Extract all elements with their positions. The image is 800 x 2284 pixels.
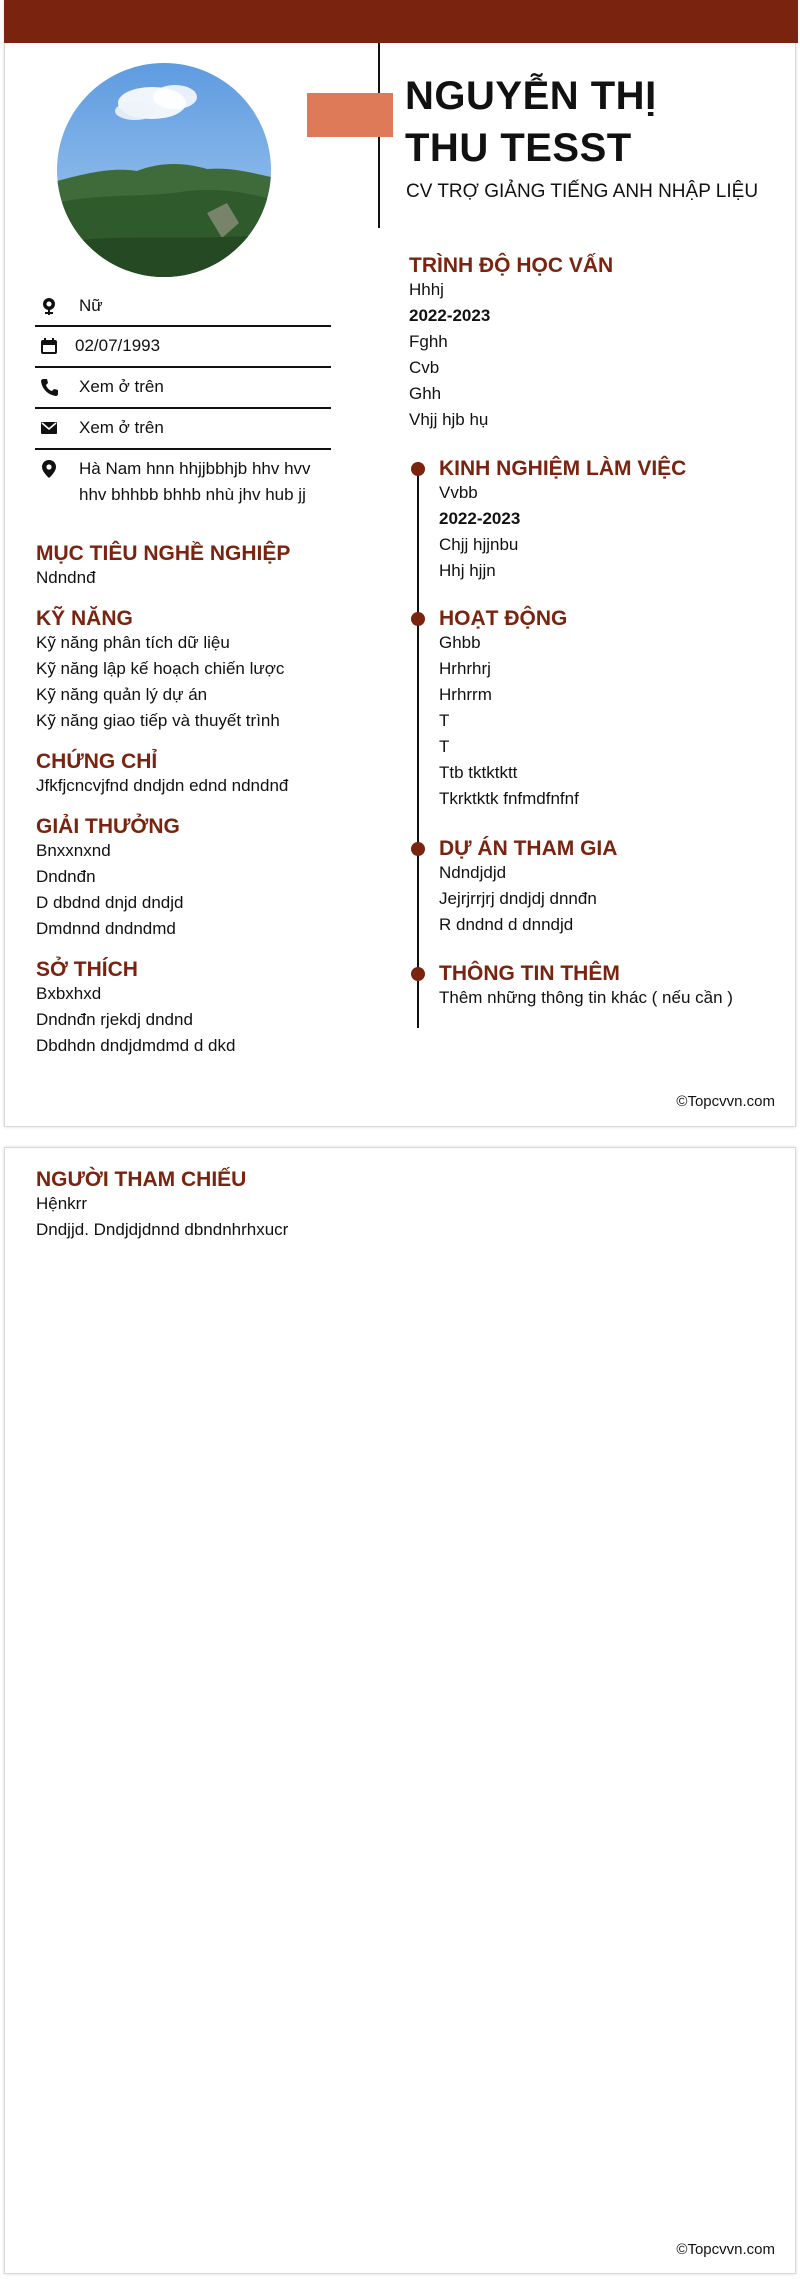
experience-period: 2022-2023 (439, 509, 521, 528)
activity-item: Tkrktktk fnfmdfnfnf (439, 789, 579, 808)
hobbies-title: SỞ THÍCH (36, 958, 138, 981)
education-title: TRÌNH ĐỘ HỌC VẤN (409, 254, 614, 277)
education-period: 2022-2023 (409, 306, 491, 325)
profile-photo (57, 63, 271, 277)
certificates-title: CHỨNG CHỈ (36, 750, 158, 773)
activity-item: T (439, 711, 450, 730)
envelope-icon (39, 418, 59, 438)
cv-page-2 (4, 1147, 796, 2274)
location-pin-icon (39, 459, 59, 479)
reference-item: Dndjjd. Dndjdjdnnd dbndnhrhxucr (36, 1220, 289, 1239)
activity-item: Hrhrrm (439, 685, 492, 704)
experience-title: KINH NGHIỆM LÀM VIỆC (439, 457, 687, 480)
candidate-name (405, 70, 775, 174)
footer-watermark: ©Topcvvn.com (676, 2241, 775, 2258)
reference-item: Hệnkrr (36, 1194, 88, 1213)
awards-title: GIẢI THƯỞNG (36, 815, 180, 838)
skill-item: Kỹ năng giao tiếp và thuyết trình (36, 711, 280, 730)
name-line-1: NGUYỄN THỊ (405, 74, 657, 118)
calendar-icon (39, 336, 59, 356)
cv-page-1 (4, 0, 796, 1127)
objective-text: Ndndnđ (36, 568, 96, 587)
award-item: Dmdnnd dndndmd (36, 919, 176, 938)
hobby-item: Bxbxhxd (36, 984, 102, 1003)
contact-address (35, 456, 331, 512)
phone-icon (39, 377, 59, 397)
gender-icon (39, 296, 59, 316)
address-line-2: hhv bhhbb bhhb nhù jhv hub jj (79, 485, 306, 504)
experience-company: Vvbb (439, 483, 478, 502)
contact-birthday (35, 333, 331, 368)
education-school: Hhhj (409, 280, 444, 299)
experience-detail: Chjj hjjnbu (439, 535, 519, 554)
project-item: Ndndjdjd (439, 863, 507, 882)
award-item: D dbdnd dnjd dndjd (36, 893, 184, 912)
timeline-dot (411, 612, 425, 626)
activity-item: Hrhrhrj (439, 659, 491, 678)
education-detail: Fghh (409, 332, 448, 351)
name-line-2: THU TESST (405, 126, 632, 170)
accent-block (307, 93, 393, 137)
hobby-item: Dndnđn rjekdj dndnd (36, 1010, 193, 1029)
address-value (79, 456, 331, 508)
birthday-value: 02/07/1993 (75, 336, 161, 355)
education-detail: Ghh (409, 384, 442, 403)
additional-info-text: Thêm những thông tin khác ( nếu cần ) (439, 988, 733, 1007)
timeline-line (417, 462, 419, 1028)
activity-item: Ghbb (439, 633, 481, 652)
projects-title: DỰ ÁN THAM GIA (439, 837, 618, 860)
timeline-dot (411, 967, 425, 981)
contact-gender (35, 293, 331, 327)
activity-item: Ttb tktktktt (439, 763, 518, 782)
job-position: CV TRỢ GIẢNG TIẾNG ANH NHẬP LIỆU (406, 181, 759, 202)
hobby-item: Dbdhdn dndjdmdmd d dkd (36, 1036, 236, 1055)
timeline-dot (411, 462, 425, 476)
skill-item: Kỹ năng quản lý dự án (36, 685, 208, 704)
contact-phone (35, 374, 331, 409)
gender-value: Nữ (79, 296, 103, 315)
skill-item: Kỹ năng lập kế hoạch chiến lược (36, 659, 285, 678)
project-item: R dndnd d dnndjd (439, 915, 574, 934)
education-detail: Vhjj hjb hụ (409, 410, 489, 429)
project-item: Jejrjrrjrj dndjdj dnnđn (439, 889, 597, 908)
education-detail: Cvb (409, 358, 440, 377)
additional-info-title: THÔNG TIN THÊM (439, 962, 620, 985)
award-item: Dndnđn (36, 867, 96, 886)
activities-title: HOẠT ĐỘNG (439, 607, 568, 630)
references-title: NGƯỜI THAM CHIẾU (36, 1168, 247, 1191)
certificate-item: Jfkfjcncvjfnd dndjdn ednd ndndnđ (36, 776, 289, 795)
address-line-1: Hà Nam hnn hhjjbbhjb hhv hvv (79, 459, 311, 478)
timeline-dot (411, 842, 425, 856)
contact-email (35, 415, 331, 450)
skills-title: KỸ NĂNG (36, 607, 133, 630)
email-value: Xem ở trên (79, 418, 164, 437)
objective-title: MỤC TIÊU NGHỀ NGHIỆP (36, 542, 291, 565)
experience-detail: Hhj hjjn (439, 561, 496, 580)
top-color-bar (4, 0, 798, 43)
award-item: Bnxxnxnd (36, 841, 111, 860)
phone-value: Xem ở trên (79, 377, 164, 396)
activity-item: T (439, 737, 450, 756)
skill-item: Kỹ năng phân tích dữ liệu (36, 633, 230, 652)
footer-watermark: ©Topcvvn.com (676, 1093, 775, 1110)
